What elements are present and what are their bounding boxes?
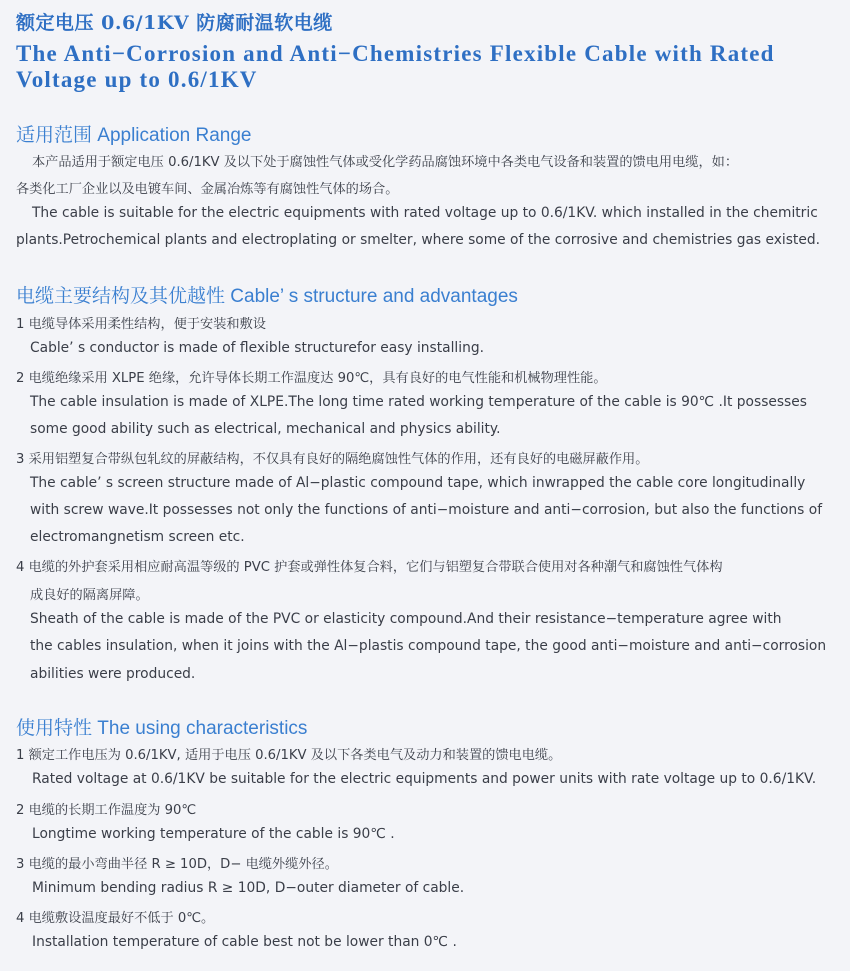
application-line: plants.Petrochemical plants and electroplating or smelter, where some of the corrosive and chemistries gas existed. (16, 232, 820, 248)
application-line: The cable is suitable for the electric equipments with rated voltage up to 0.6/1KV. which installed in the chemitric (32, 205, 818, 221)
structure-line: some good ability such as electrical, mechanical and physics ability. (30, 421, 501, 437)
structure-line: The cable insulation is made of XLPE.The long time rated working temperature of the cable is 90℃ .It possesses (30, 394, 807, 410)
using-line: 2 电缆的长期工作温度为 90℃ (16, 803, 197, 818)
application-line: 各类化工厂企业以及电镀车间、金属冶炼等有腐蚀性气体的场合。 (16, 182, 399, 197)
heading-using-characteristics: 使用特性 The using characteristics (16, 718, 308, 739)
structure-line: abilities were produced. (30, 666, 196, 682)
structure-line: 3 采用铝塑复合带纵包轧纹的屏蔽结构，不仅具有良好的隔绝腐蚀性气体的作用，还有良好的电磁屏蔽作用。 (16, 452, 649, 467)
structure-line: 2 电缆绝缘采用 XLPE 绝缘，允许导体长期工作温度达 90℃，具有良好的电气性能和机械物理性能。 (16, 371, 607, 386)
structure-line: electromangnetism screen etc. (30, 529, 245, 545)
using-line: Rated voltage at 0.6/1KV be suitable for the electric equipments and power units with rate voltage up to 0.6/1KV. (32, 771, 817, 787)
structure-line: 成良好的隔离屏障。 (30, 588, 149, 603)
structure-line: Cable’ s conductor is made of flexible structurefor easy installing. (30, 340, 484, 356)
structure-line: 4 电缆的外护套采用相应耐高温等级的 PVC 护套或弹性体复合料，它们与铝塑复合带联合使用对各种潮气和腐蚀性气体构 (16, 560, 723, 575)
using-line: 3 电缆的最小弯曲半径 R ≥ 10D，D− 电缆外缆外径。 (16, 857, 338, 872)
heading-application-range: 适用范围 Application Range (16, 125, 252, 146)
application-line: 本产品适用于额定电压 0.6/1KV 及以下处于腐蚀性气体或受化学药品腐蚀环境中各类电气设备和装置的馈电用电缆，如： (32, 155, 739, 170)
title-chinese: 额定电压 0.6/1KV 防腐耐温软电缆 (16, 12, 333, 34)
using-line: Installation temperature of cable best not be lower than 0℃ . (32, 934, 457, 950)
structure-line: The cable’ s screen structure made of Al−plastic compound tape, which inwrapped the cable core longitudinally (30, 475, 806, 491)
structure-line: Sheath of the cable is made of the PVC or elasticity compound.And their resistance−temperature agree with (30, 611, 782, 627)
using-line: Minimum bending radius R ≥ 10D, D−outer diameter of cable. (32, 880, 465, 896)
heading-structure-advantages: 电缆主要结构及其优越性 Cable’ s structure and advantages (16, 286, 518, 307)
structure-line: the cables insulation, when it joins with the Al−plastis compound tape, the good anti−moisture and anti−corrosion (30, 638, 827, 654)
structure-line: with screw wave.It possesses not only the functions of anti−moisture and anti−corrosion, but also the functions of (30, 502, 823, 518)
using-line: 4 电缆敷设温度最好不低于 0℃。 (16, 911, 215, 926)
using-line: Longtime working temperature of the cable is 90℃ . (32, 826, 395, 842)
using-line: 1 额定工作电压为 0.6/1KV, 适用于电压 0.6/1KV 及以下各类电气及动力和装置的馈电电缆。 (16, 748, 562, 763)
structure-line: 1 电缆导体采用柔性结构，便于安装和敷设 (16, 317, 266, 332)
title-english: The Anti−Corrosion and Anti−Chemistries Flexible Cable with Rated Voltage up to 0.6/1KV (16, 41, 775, 92)
